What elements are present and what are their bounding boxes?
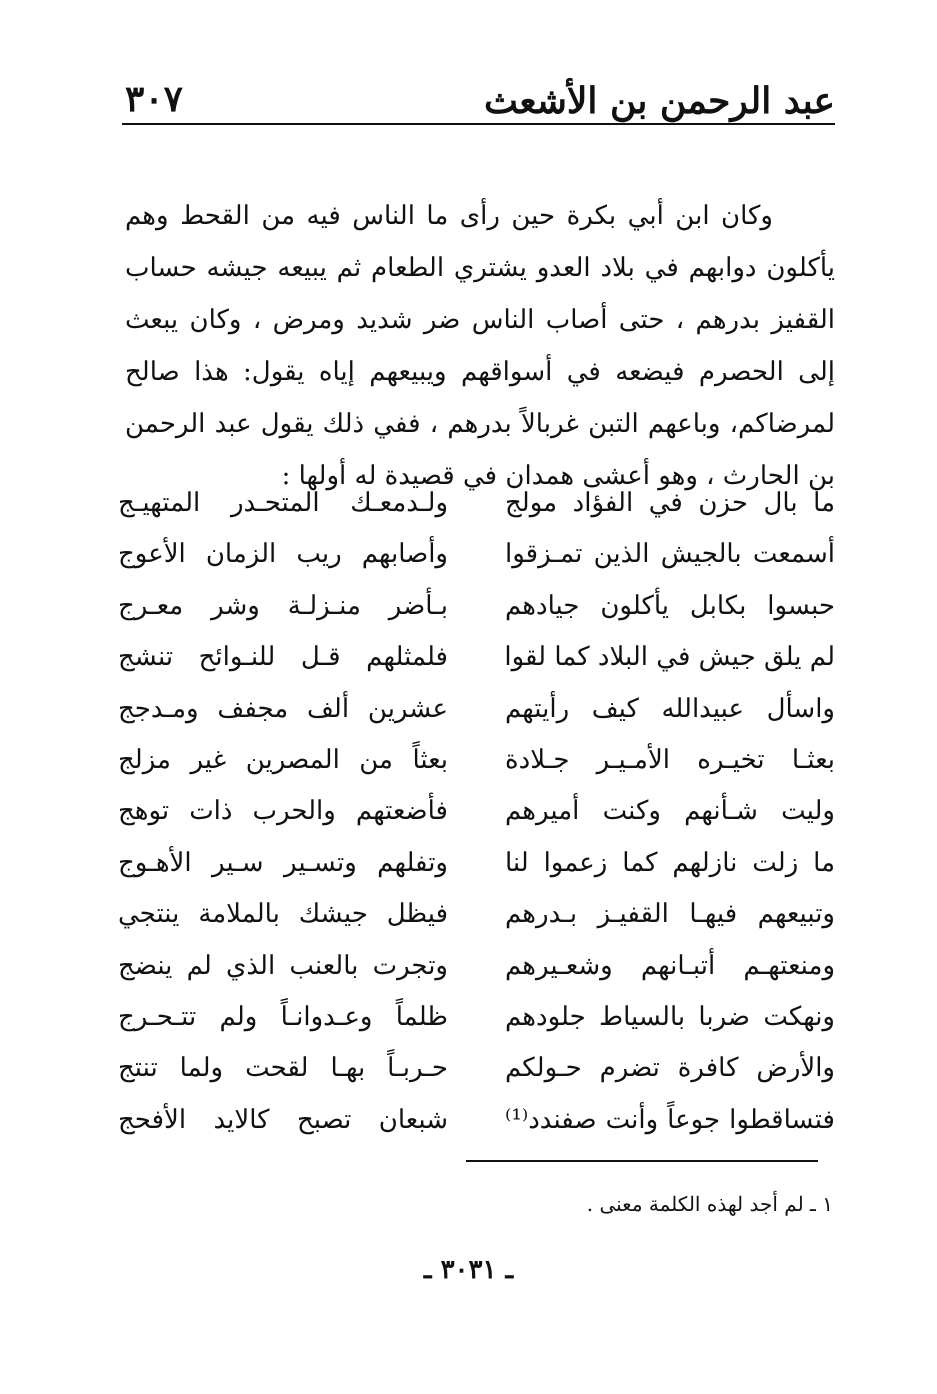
footnote-divider	[466, 1160, 818, 1162]
verse-first-hemistich: ما زلت نازلهم كما زعموا لنا	[505, 847, 835, 878]
footnote: ١ ـ لم أجد لهذه الكلمة معنى .	[586, 1192, 833, 1216]
verse-second-hemistich: فيظل جيشك بالملامة ينتجي	[118, 899, 448, 930]
verse-first-hemistich: أسمعت بالجيش الذين تمـزقوا	[505, 539, 835, 570]
verse-second-hemistich: عشرين ألف مجفف ومـدجج	[118, 693, 448, 724]
verse-second-hemistich: فأضعتهم والحرب ذات توهج	[118, 796, 448, 827]
verse-second-hemistich: وتفلهم وتسـير سـير الأهـوج	[118, 847, 448, 878]
verse-first-hemistich: واسأل عبيدالله كيف رأيتهم	[505, 693, 835, 724]
verse-first-hemistich: حبسوا بكابل يأكلون جيادهم	[505, 590, 835, 621]
verse-line	[118, 642, 835, 693]
verse-first-hemistich: فتساقطوا جوعاً وأنت صفندد⁽¹⁾	[505, 1104, 835, 1135]
body-paragraph: وكان ابن أبي بكرة حين رأى ما الناس فيه من القحط وهم يأكلون دوابهم في بلاد العدو يشتري الطعام ثم يبيعه جيشه حساب القفيز بدرهم ، حتى أصاب الناس ضر شديد ومرض ، وكان يبعث إلى الحصرم فيضعه في أسواقهم ويبيعهم إياه يقول: هذا صالح لمرضاكم، وباعهم التبن غربالاً بدرهم ، ففي ذلك يقول عبد الرحمن بن الحارث ، وهو أعشى همدان في قصيدة له أولها :	[125, 201, 835, 491]
running-header-page-number: ٣٠٧	[125, 78, 184, 120]
verse-second-hemistich: وأصابهم ريب الزمان الأعوج	[118, 539, 448, 570]
poem	[118, 488, 835, 1156]
verse-line	[118, 951, 835, 1002]
verse-first-hemistich: وليت شـأنهم وكنت أميرهم	[505, 796, 835, 827]
verse-second-hemistich: ولـدمعـك المتحـدر المتهيـج	[118, 488, 448, 518]
verse-line	[118, 796, 835, 847]
verse-line	[118, 591, 835, 642]
verse-first-hemistich: لم يلق جيش في البلاد كما لقوا	[504, 642, 835, 673]
verse-second-hemistich: ظلماً وعـدوانـاً ولم تتـحـرج	[118, 1001, 448, 1032]
verse-first-hemistich: ما بال حزن في الفؤاد مولج	[505, 488, 835, 518]
verse-first-hemistich: وتبيعهم فيهـا القفيـز بـدرهم	[505, 899, 835, 930]
verse-first-hemistich: والأرض كافرة تضرم حـولكم	[505, 1053, 835, 1084]
header-divider	[122, 123, 835, 125]
verse-line	[118, 745, 835, 796]
verse-first-hemistich: ومنعتهـم أتبـانهم وشعـيرهم	[505, 950, 835, 981]
body-text	[125, 190, 835, 502]
page-footer-number: ـ ٣٠٣١ ـ	[423, 1255, 514, 1285]
verse-line	[118, 899, 835, 950]
verse-second-hemistich: وتجرت بالعنب الذي لم ينضج	[118, 950, 448, 981]
verse-line	[118, 1105, 835, 1156]
verse-line	[118, 1053, 835, 1104]
verse-second-hemistich: حـربـاً بهـا لقحت ولما تنتج	[118, 1053, 448, 1084]
verse-line	[118, 694, 835, 745]
verse-line	[118, 539, 835, 590]
verse-first-hemistich: ونهكت ضربا بالسياط جلودهم	[505, 1001, 835, 1032]
verse-second-hemistich: شبعان تصبح كالايد الأفحج	[118, 1104, 448, 1135]
running-header-title: عبد الرحمن بن الأشعث	[484, 80, 835, 122]
verse-second-hemistich: بـأضر منـزلـة وشر معـرج	[118, 590, 448, 621]
verse-second-hemistich: فلمثلهم قـل للنـوائح تنشج	[118, 642, 448, 673]
verse-line	[118, 848, 835, 899]
verse-line	[118, 488, 835, 539]
verse-second-hemistich: بعثاً من المصرين غير مزلج	[118, 744, 448, 775]
verse-first-hemistich: بعثـا تخيـره الأمـيـر جـلادة	[505, 744, 835, 775]
verse-line	[118, 1002, 835, 1053]
